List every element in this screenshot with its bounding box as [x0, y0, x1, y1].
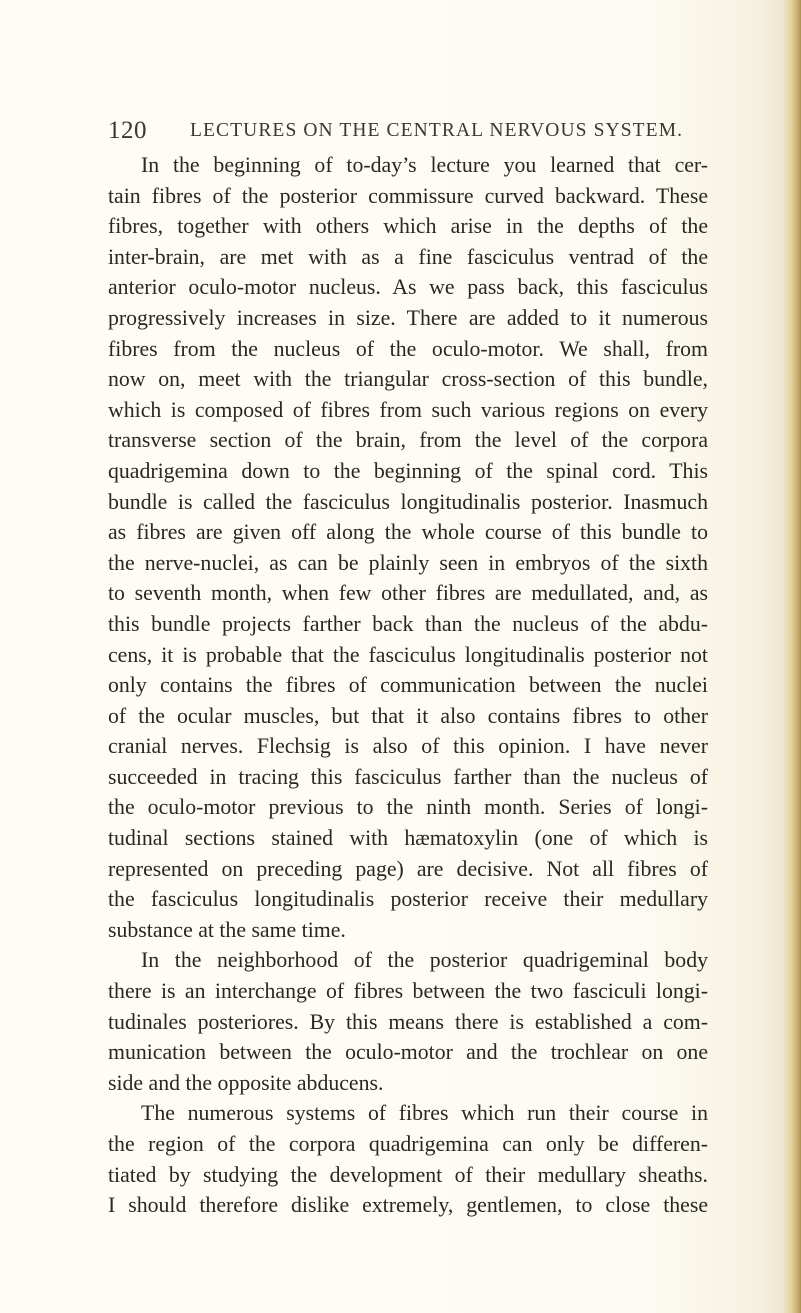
text-line: tain fibres of the posterior commissure curved backward. These	[108, 183, 708, 208]
text-line: the fasciculus longitudinalis posterior receive their medullary	[108, 887, 708, 912]
page-edge-shadow	[783, 0, 801, 1313]
text-line: represented on preceding page) are decisive. Not all fibres of	[108, 856, 708, 881]
text-line: munication between the oculo-motor and the trochlear on one	[108, 1040, 708, 1065]
text-line: In the beginning of to-day’s lecture you learned that cer-	[141, 153, 708, 177]
text-line: the region of the corpora quadrigemina can only be differen-	[108, 1132, 708, 1156]
text-line: succeeded in tracing this fasciculus farther than the nucleus of	[108, 764, 708, 789]
text-line: inter-brain, are met with as a fine fasciculus ventrad of the	[108, 244, 708, 269]
text-line: substance at the same time.	[108, 917, 346, 942]
text-line: progressively increases in size. There are added to it numerous	[108, 305, 708, 330]
text-line: cranial nerves. Flechsig is also of this opinion. I have never	[108, 734, 708, 759]
running-head: LECTURES ON THE CENTRAL NERVOUS SYSTEM.	[190, 120, 684, 141]
text-line: only contains the fibres of communication between the nuclei	[108, 673, 708, 698]
text-line: tiated by studying the development of their medullary sheaths.	[108, 1162, 708, 1187]
text-line: In the neighborhood of the posterior quadrigeminal body	[141, 948, 708, 973]
text-line: I should therefore dislike extremely, gentlemen, to close these	[108, 1193, 708, 1218]
body-text	[108, 150, 708, 1221]
text-line: bundle is called the fasciculus longitudinalis posterior. Inasmuch	[108, 489, 708, 514]
text-line: of the ocular muscles, but that it also contains fibres to other	[108, 703, 708, 728]
text-line: quadrigemina down to the beginning of the spinal cord. This	[108, 458, 708, 483]
text-line: which is composed of fibres from such various regions on every	[108, 397, 708, 422]
page-number: 120	[108, 117, 147, 144]
text-line: fibres from the nucleus of the oculo-motor. We shall, from	[108, 336, 708, 361]
text-line: tudinal sections stained with hæmatoxylin (one of which is	[108, 826, 708, 851]
text-line: this bundle projects farther back than the nucleus of the abdu-	[108, 611, 708, 636]
text-line: cens, it is probable that the fasciculus longitudinalis posterior not	[108, 642, 708, 667]
text-line: anterior oculo-motor nucleus. As we pass back, this fasciculus	[108, 275, 708, 300]
text-line: tudinales posteriores. By this means there is established a com-	[108, 1009, 708, 1034]
text-line: there is an interchange of fibres between the two fasciculi longi-	[108, 979, 708, 1004]
text-line: the nerve-nuclei, as can be plainly seen in embryos of the sixth	[108, 550, 708, 575]
text-line: the oculo-motor previous to the ninth month. Series of longi-	[108, 795, 708, 820]
text-line: to seventh month, when few other fibres are medullated, and, as	[108, 581, 708, 606]
text-line: now on, meet with the triangular cross-section of this bundle,	[108, 367, 708, 392]
page-header	[0, 117, 801, 147]
text-line: transverse section of the brain, from the level of the corpora	[108, 428, 708, 453]
text-line: The numerous systems of fibres which run their course in	[141, 1101, 708, 1126]
text-line: fibres, together with others which arise in the depths of the	[108, 214, 708, 239]
text-line: side and the opposite abducens.	[108, 1070, 384, 1095]
text-line: as fibres are given off along the whole course of this bundle to	[108, 520, 708, 545]
